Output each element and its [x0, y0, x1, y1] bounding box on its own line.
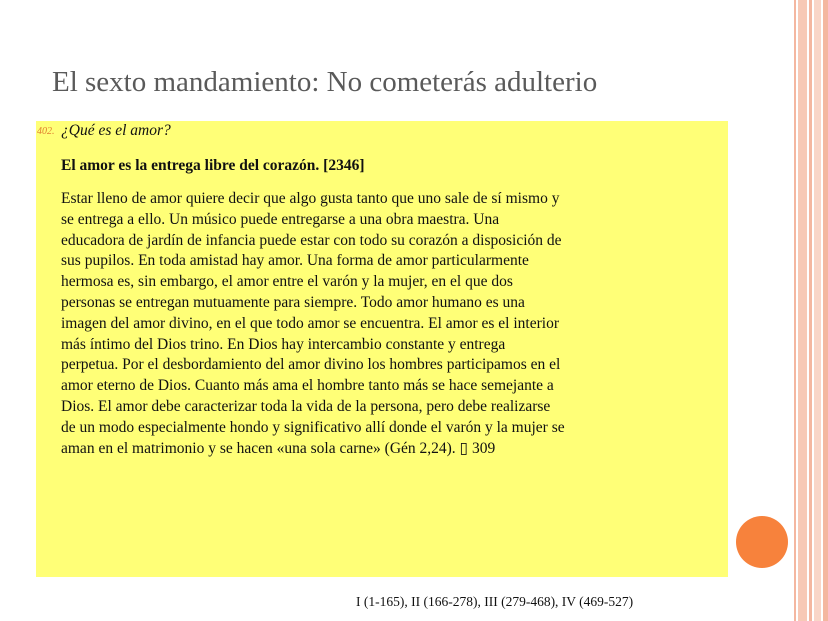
answer-heading: El amor es la entrega libre del corazón. [2346] [61, 157, 365, 174]
body-line: amor eterno de Dios. Cuanto más ama el hombre tanto más se hace semejante a [61, 377, 554, 395]
question-text: ¿Qué es el amor? [61, 122, 171, 139]
body-line: hermosa es, sin embargo, el amor entre el varón y la mujer, en el que dos [61, 273, 513, 291]
body-line: personas se entregan mutuamente para siempre. Todo amor humano es una [61, 293, 525, 311]
body-line: de un modo especialmente hondo y significativo allí donde el varón y la mujer se [61, 418, 565, 436]
slide-title: El sexto mandamiento: No cometerás adulterio [52, 66, 598, 98]
answer-body [61, 189, 729, 459]
body-line: se entrega a ello. Un músico puede entregarse a una obra maestra. Una [61, 210, 500, 228]
stripe [823, 0, 828, 621]
body-line: imagen del amor divino, en el que todo amor se encuentra. El amor es el interior [61, 314, 559, 332]
section-index-footer: I (1-165), II (166-278), III (279-468), IV (469-527) [356, 594, 634, 609]
body-line: Estar lleno de amor quiere decir que algo gusta tanto que uno sale de sí mismo y [61, 190, 560, 207]
body-line: Dios. El amor debe caracterizar toda la vida de la persona, pero debe realizarse [61, 397, 551, 415]
body-line: sus pupilos. En toda amistad hay amor. Una forma de amor particularmente [61, 252, 529, 270]
stripe [809, 0, 812, 621]
stripe [798, 0, 807, 621]
question-number: 402. [37, 126, 55, 137]
body-line: más íntimo del Dios trino. En Dios hay intercambio constante y entrega [61, 335, 506, 353]
stripe [794, 0, 796, 621]
decorative-circle [736, 516, 788, 568]
stripe [814, 0, 821, 621]
decorative-stripes [794, 0, 828, 621]
body-line: aman en el matrimonio y se hacen «una sola carne» (Gén 2,24). ▯ 309 [61, 439, 496, 457]
body-line: educadora de jardín de infancia puede estar con todo su corazón a disposición de [61, 231, 562, 249]
body-line: perpetua. Por el desbordamiento del amor divino los hombres participamos en el [61, 356, 561, 374]
